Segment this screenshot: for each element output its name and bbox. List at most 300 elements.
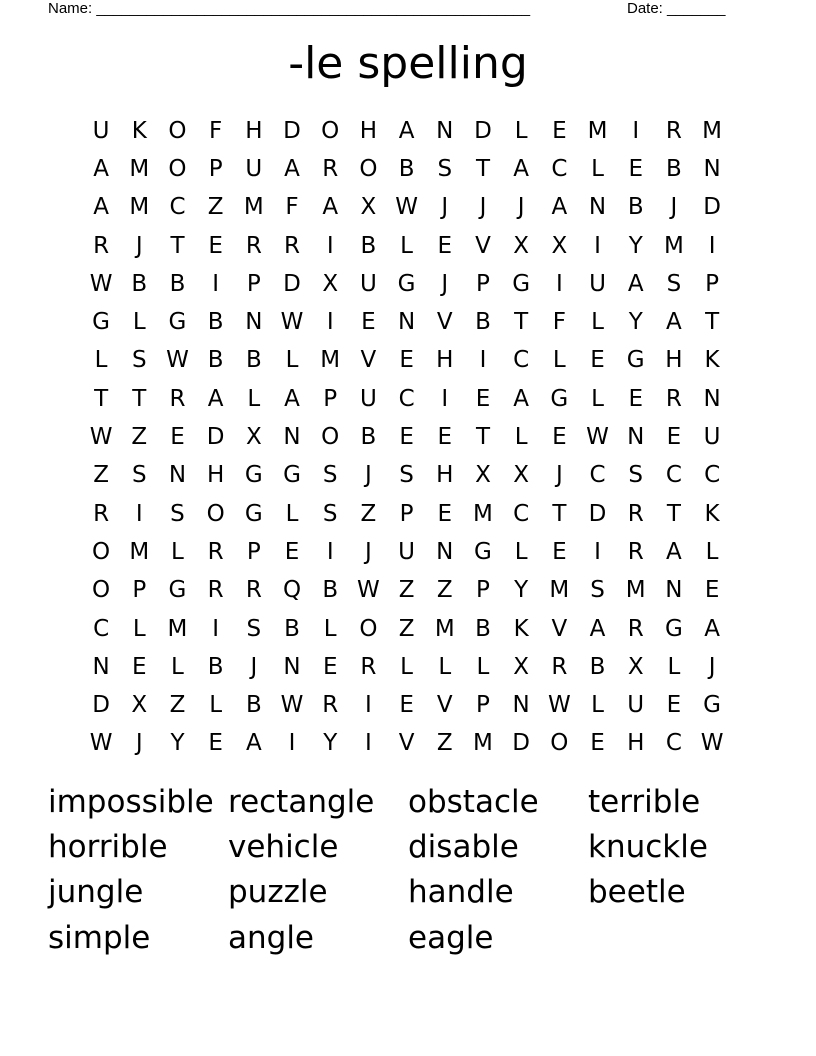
grid-letter: G xyxy=(168,577,187,604)
grid-letter: U xyxy=(359,385,377,412)
grid-letter: E xyxy=(361,309,376,336)
grid-letter: C xyxy=(93,615,110,642)
grid-letter: I xyxy=(365,730,372,757)
grid-letter: R xyxy=(665,385,682,412)
grid-letter: E xyxy=(399,692,414,719)
grid-letter: N xyxy=(283,424,301,451)
grid-letter: L xyxy=(705,538,719,565)
grid-letter: H xyxy=(627,730,645,757)
grid-letter: U xyxy=(92,117,110,144)
grid-letter: I xyxy=(135,500,143,527)
grid-letter: P xyxy=(705,270,720,297)
word-bank-item: puzzle xyxy=(228,874,328,911)
grid-letter: A xyxy=(513,155,530,182)
name-field-label: Name: ____________________________________________________ xyxy=(48,0,531,17)
grid-letter: Z xyxy=(436,577,453,604)
grid-letter: N xyxy=(703,385,721,412)
grid-letter: I xyxy=(708,232,716,259)
grid-letter: H xyxy=(665,347,683,374)
grid-letter: D xyxy=(588,500,607,527)
grid-letter: L xyxy=(514,424,528,451)
grid-letter: R xyxy=(627,538,644,565)
grid-letter: L xyxy=(171,538,184,565)
grid-letter: L xyxy=(591,385,604,412)
word-bank-item: rectangle xyxy=(228,784,375,820)
grid-letter: G xyxy=(474,538,492,565)
grid-letter: R xyxy=(245,232,262,259)
grid-letter: W xyxy=(357,577,380,604)
grid-letter: W xyxy=(166,347,189,374)
grid-letter: E xyxy=(590,730,605,757)
grid-letter: H xyxy=(207,462,225,489)
grid-letter: K xyxy=(131,117,147,144)
word-bank xyxy=(48,782,768,963)
grid-letter: L xyxy=(591,309,604,336)
grid-letter: N xyxy=(512,692,530,719)
grid-letter: V xyxy=(475,232,491,259)
grid-letter: A xyxy=(284,155,300,182)
grid-letter: W xyxy=(586,424,609,451)
word-bank-item: vehicle xyxy=(228,829,339,866)
grid-letter: S xyxy=(322,462,338,489)
grid-letter: Z xyxy=(360,500,377,527)
grid-letter: U xyxy=(703,424,721,451)
grid-letter: G xyxy=(92,309,110,336)
grid-letter: A xyxy=(245,730,262,757)
grid-letter: P xyxy=(246,538,261,565)
word-bank-item: angle xyxy=(228,919,315,956)
grid-letter: H xyxy=(245,117,263,144)
grid-letter: B xyxy=(322,577,339,604)
grid-letter: E xyxy=(132,653,147,680)
grid-letter: L xyxy=(552,347,566,374)
grid-letter: N xyxy=(627,424,645,451)
grid-letter: A xyxy=(513,385,530,412)
grid-letter: E xyxy=(552,117,567,144)
grid-letter: R xyxy=(169,385,186,412)
date-field-label: Date: _______ xyxy=(627,0,726,17)
grid-letter: E xyxy=(628,155,643,182)
grid-letter: E xyxy=(666,692,682,719)
grid-letter: G xyxy=(168,309,187,336)
grid-letter: G xyxy=(512,270,531,297)
grid-letter: T xyxy=(132,385,147,412)
grid-letter: V xyxy=(360,347,377,374)
grid-letter: Q xyxy=(282,577,302,604)
grid-letter: A xyxy=(322,194,339,221)
grid-letter: N xyxy=(245,309,263,336)
grid-letter: E xyxy=(552,538,567,565)
grid-letter: E xyxy=(399,347,414,374)
grid-letter: C xyxy=(551,155,568,182)
grid-letter: G xyxy=(550,385,569,412)
grid-letter: J xyxy=(135,730,143,757)
grid-letter: D xyxy=(474,117,492,144)
grid-letter: W xyxy=(700,730,724,757)
grid-letter: W xyxy=(89,730,113,757)
grid-letter: I xyxy=(288,730,296,757)
grid-letter: Y xyxy=(514,577,529,604)
grid-letter: M xyxy=(434,615,455,642)
grid-letter: B xyxy=(589,653,606,680)
grid-letter: V xyxy=(436,309,453,336)
grid-letter: E xyxy=(475,385,491,412)
word-search-grid xyxy=(82,112,746,763)
grid-letter: D xyxy=(283,270,301,297)
grid-letter: N xyxy=(397,309,416,336)
grid-letter: C xyxy=(169,194,186,221)
grid-letter: G xyxy=(703,692,721,719)
grid-letter: A xyxy=(551,194,568,221)
grid-letter: B xyxy=(284,615,300,642)
grid-letter: V xyxy=(436,692,453,719)
grid-letter: U xyxy=(589,270,606,297)
grid-letter: M xyxy=(702,117,723,144)
grid-letter: H xyxy=(359,117,378,144)
grid-letter: L xyxy=(132,309,146,336)
grid-letter: B xyxy=(360,424,377,451)
grid-letter: Y xyxy=(323,730,338,757)
grid-letter: E xyxy=(170,424,185,451)
grid-letter: P xyxy=(208,155,223,182)
grid-letter: R xyxy=(360,653,377,680)
grid-letter: W xyxy=(89,270,113,297)
grid-letter: T xyxy=(705,309,720,336)
grid-letter: S xyxy=(666,270,682,297)
grid-letter: Z xyxy=(131,424,148,451)
grid-letter: C xyxy=(398,385,415,412)
grid-letter: A xyxy=(93,194,109,221)
grid-letter: M xyxy=(625,577,646,604)
grid-letter: Z xyxy=(93,462,109,489)
grid-letter: X xyxy=(513,462,530,489)
grid-letter: E xyxy=(628,385,643,412)
grid-letter: D xyxy=(206,424,225,451)
grid-letter: L xyxy=(132,615,146,642)
grid-letter: L xyxy=(667,653,681,680)
grid-letter: F xyxy=(552,309,566,336)
grid-letter: A xyxy=(284,385,300,412)
grid-letter: O xyxy=(321,424,340,451)
grid-letter: E xyxy=(284,538,300,565)
word-bank-item: simple xyxy=(48,919,151,956)
grid-letter: L xyxy=(285,500,299,527)
grid-letter: I xyxy=(365,692,372,719)
grid-letter: T xyxy=(475,155,490,182)
grid-letter: C xyxy=(589,462,606,489)
grid-letter: E xyxy=(704,577,720,604)
grid-letter: Y xyxy=(628,309,643,336)
grid-letter: J xyxy=(250,653,258,680)
grid-letter: L xyxy=(591,692,604,719)
grid-letter: C xyxy=(665,730,682,757)
grid-letter: X xyxy=(513,653,530,680)
grid-letter: H xyxy=(436,462,454,489)
grid-letter: R xyxy=(551,653,568,680)
grid-letter: E xyxy=(208,232,223,259)
grid-letter: R xyxy=(284,232,301,259)
grid-letter: T xyxy=(552,500,567,527)
grid-letter: J xyxy=(555,462,563,489)
grid-letter: Z xyxy=(398,615,415,642)
grid-letter: Z xyxy=(169,692,186,719)
grid-letter: W xyxy=(280,692,304,719)
grid-letter: S xyxy=(437,155,453,182)
grid-letter: D xyxy=(512,730,531,757)
grid-letter: B xyxy=(207,347,224,374)
word-bank-item: disable xyxy=(408,829,519,866)
grid-letter: S xyxy=(628,462,644,489)
grid-letter: E xyxy=(322,653,338,680)
grid-letter: L xyxy=(591,155,604,182)
grid-letter: I xyxy=(632,117,640,144)
grid-letter: T xyxy=(94,385,109,412)
grid-letter: X xyxy=(360,194,377,221)
grid-letter: R xyxy=(93,232,110,259)
grid-letter: S xyxy=(246,615,262,642)
grid-letter: N xyxy=(283,653,301,680)
grid-letter: S xyxy=(131,347,147,374)
grid-letter: J xyxy=(365,538,372,565)
grid-letter: K xyxy=(513,615,529,642)
grid-letter: U xyxy=(359,270,377,297)
grid-letter: C xyxy=(513,347,530,374)
page-title: -le spelling xyxy=(288,38,528,89)
grid-letter: B xyxy=(207,653,224,680)
grid-letter: B xyxy=(360,232,377,259)
grid-letter: P xyxy=(132,577,147,604)
grid-letter: O xyxy=(359,615,378,642)
grid-letter: T xyxy=(475,424,490,451)
grid-letter: O xyxy=(92,538,111,565)
grid-letter: L xyxy=(400,653,413,680)
grid-letter: X xyxy=(322,270,339,297)
grid-letter: M xyxy=(129,194,150,221)
grid-letter: M xyxy=(243,194,264,221)
grid-letter: B xyxy=(207,309,224,336)
grid-letter: N xyxy=(703,155,721,182)
grid-letter: O xyxy=(359,155,378,182)
grid-letter: R xyxy=(322,155,339,182)
grid-letter: V xyxy=(551,615,568,642)
grid-letter: C xyxy=(665,462,682,489)
grid-letter: B xyxy=(245,692,262,719)
grid-letter: P xyxy=(323,385,338,412)
word-bank-item: beetle xyxy=(588,874,686,911)
grid-letter: S xyxy=(590,577,605,604)
grid-letter: J xyxy=(441,270,449,297)
grid-letter: P xyxy=(476,577,490,604)
grid-letter: G xyxy=(397,270,416,297)
grid-letter: A xyxy=(589,615,606,642)
grid-letter: E xyxy=(208,730,223,757)
grid-letter: M xyxy=(167,615,188,642)
grid-letter: R xyxy=(207,577,224,604)
grid-letter: R xyxy=(245,577,262,604)
grid-letter: D xyxy=(283,117,301,144)
grid-letter: B xyxy=(169,270,186,297)
grid-letter: G xyxy=(244,500,263,527)
grid-letter: R xyxy=(322,692,339,719)
grid-letter: L xyxy=(438,653,452,680)
grid-letter: X xyxy=(131,692,148,719)
grid-letter: I xyxy=(212,615,220,642)
grid-letter: X xyxy=(245,424,262,451)
word-bank-item: eagle xyxy=(408,919,494,956)
grid-letter: S xyxy=(322,500,338,527)
grid-letter: E xyxy=(666,424,682,451)
grid-letter: A xyxy=(93,155,109,182)
grid-letter: A xyxy=(627,270,644,297)
word-bank-item: horrible xyxy=(48,829,168,866)
grid-letter: N xyxy=(588,194,607,221)
grid-letter: F xyxy=(209,117,223,144)
grid-letter: H xyxy=(436,347,454,374)
grid-letter: N xyxy=(665,577,683,604)
grid-letter: X xyxy=(513,232,530,259)
grid-letter: J xyxy=(135,232,143,259)
grid-letter: S xyxy=(131,462,147,489)
grid-letter: P xyxy=(476,692,490,719)
grid-letter: L xyxy=(247,385,261,412)
grid-letter: L xyxy=(476,653,490,680)
grid-letter: L xyxy=(94,347,108,374)
grid-letter: R xyxy=(627,615,644,642)
grid-letter: R xyxy=(665,117,682,144)
grid-letter: N xyxy=(436,117,454,144)
grid-letter: S xyxy=(399,462,414,489)
grid-letter: A xyxy=(666,538,682,565)
grid-letter: L xyxy=(209,692,223,719)
grid-letter: O xyxy=(168,155,187,182)
grid-letter: G xyxy=(664,615,683,642)
grid-letter: B xyxy=(627,194,644,221)
grid-letter: D xyxy=(703,194,721,221)
grid-letter: J xyxy=(479,194,487,221)
grid-letter: E xyxy=(437,424,453,451)
grid-letter: R xyxy=(627,500,644,527)
grid-letter: G xyxy=(283,462,301,489)
grid-letter: L xyxy=(323,615,337,642)
grid-letter: I xyxy=(594,232,601,259)
grid-letter: B xyxy=(475,309,491,336)
word-bank-item: jungle xyxy=(48,874,144,911)
grid-letter: B xyxy=(666,155,682,182)
grid-letter: Z xyxy=(207,194,224,221)
grid-letter: I xyxy=(212,270,220,297)
grid-letter: X xyxy=(475,462,491,489)
grid-letter: J xyxy=(517,194,525,221)
grid-letter: R xyxy=(207,538,224,565)
grid-letter: I xyxy=(555,270,563,297)
grid-letter: F xyxy=(285,194,299,221)
grid-letter: P xyxy=(246,270,261,297)
grid-letter: M xyxy=(549,577,570,604)
grid-letter: K xyxy=(704,500,720,527)
grid-letter: P xyxy=(399,500,414,527)
grid-letter: S xyxy=(170,500,185,527)
grid-letter: I xyxy=(326,232,334,259)
grid-letter: I xyxy=(326,309,334,336)
grid-letter: B xyxy=(245,347,262,374)
grid-letter: M xyxy=(129,538,150,565)
grid-letter: E xyxy=(437,500,453,527)
grid-letter: U xyxy=(245,155,263,182)
grid-letter: O xyxy=(321,117,340,144)
grid-letter: L xyxy=(400,232,413,259)
grid-letter: L xyxy=(514,117,528,144)
grid-letter: X xyxy=(551,232,568,259)
grid-letter: O xyxy=(206,500,225,527)
word-bank-item: handle xyxy=(408,874,514,911)
grid-letter: A xyxy=(398,117,415,144)
grid-letter: E xyxy=(399,424,414,451)
grid-letter: A xyxy=(666,309,682,336)
grid-letter: B xyxy=(398,155,415,182)
grid-letter: Y xyxy=(170,730,185,757)
grid-letter: M xyxy=(129,155,150,182)
grid-letter: N xyxy=(92,653,110,680)
grid-letter: N xyxy=(168,462,187,489)
grid-letter: D xyxy=(92,692,110,719)
grid-letter: M xyxy=(473,730,493,757)
grid-letter: C xyxy=(513,500,530,527)
grid-letter: M xyxy=(320,347,341,374)
grid-letter: T xyxy=(170,232,185,259)
grid-letter: E xyxy=(552,424,567,451)
grid-letter: J xyxy=(670,194,678,221)
grid-letter: R xyxy=(93,500,110,527)
grid-letter: W xyxy=(280,309,304,336)
grid-letter: C xyxy=(704,462,721,489)
grid-letter: U xyxy=(627,692,645,719)
grid-letter: I xyxy=(326,538,334,565)
grid-letter: N xyxy=(436,538,454,565)
grid-letter: T xyxy=(666,500,681,527)
grid-letter: J xyxy=(365,462,372,489)
grid-letter: M xyxy=(473,500,493,527)
grid-letter: K xyxy=(704,347,720,374)
grid-letter: U xyxy=(398,538,416,565)
grid-letter: L xyxy=(171,653,184,680)
grid-letter: G xyxy=(626,347,645,374)
grid-letter: W xyxy=(547,692,571,719)
grid-letter: L xyxy=(285,347,299,374)
grid-letter: I xyxy=(479,347,487,374)
grid-letter: G xyxy=(244,462,263,489)
grid-letter: B xyxy=(475,615,491,642)
grid-letter: M xyxy=(587,117,608,144)
grid-letter: A xyxy=(207,385,224,412)
grid-letter: J xyxy=(441,194,449,221)
grid-letter: A xyxy=(704,615,720,642)
grid-letter: O xyxy=(550,730,569,757)
word-bank-item: impossible xyxy=(48,784,214,820)
grid-letter: O xyxy=(92,577,111,604)
grid-letter: P xyxy=(476,270,490,297)
grid-letter: B xyxy=(131,270,148,297)
grid-letter: I xyxy=(594,538,601,565)
grid-letter: V xyxy=(398,730,415,757)
grid-letter: W xyxy=(89,424,113,451)
grid-letter: W xyxy=(395,194,418,221)
grid-letter: E xyxy=(590,347,605,374)
word-bank-item: obstacle xyxy=(408,784,539,820)
grid-letter: T xyxy=(514,309,529,336)
word-bank-item: knuckle xyxy=(588,829,708,866)
grid-letter: Z xyxy=(398,577,415,604)
grid-letter: O xyxy=(168,117,187,144)
